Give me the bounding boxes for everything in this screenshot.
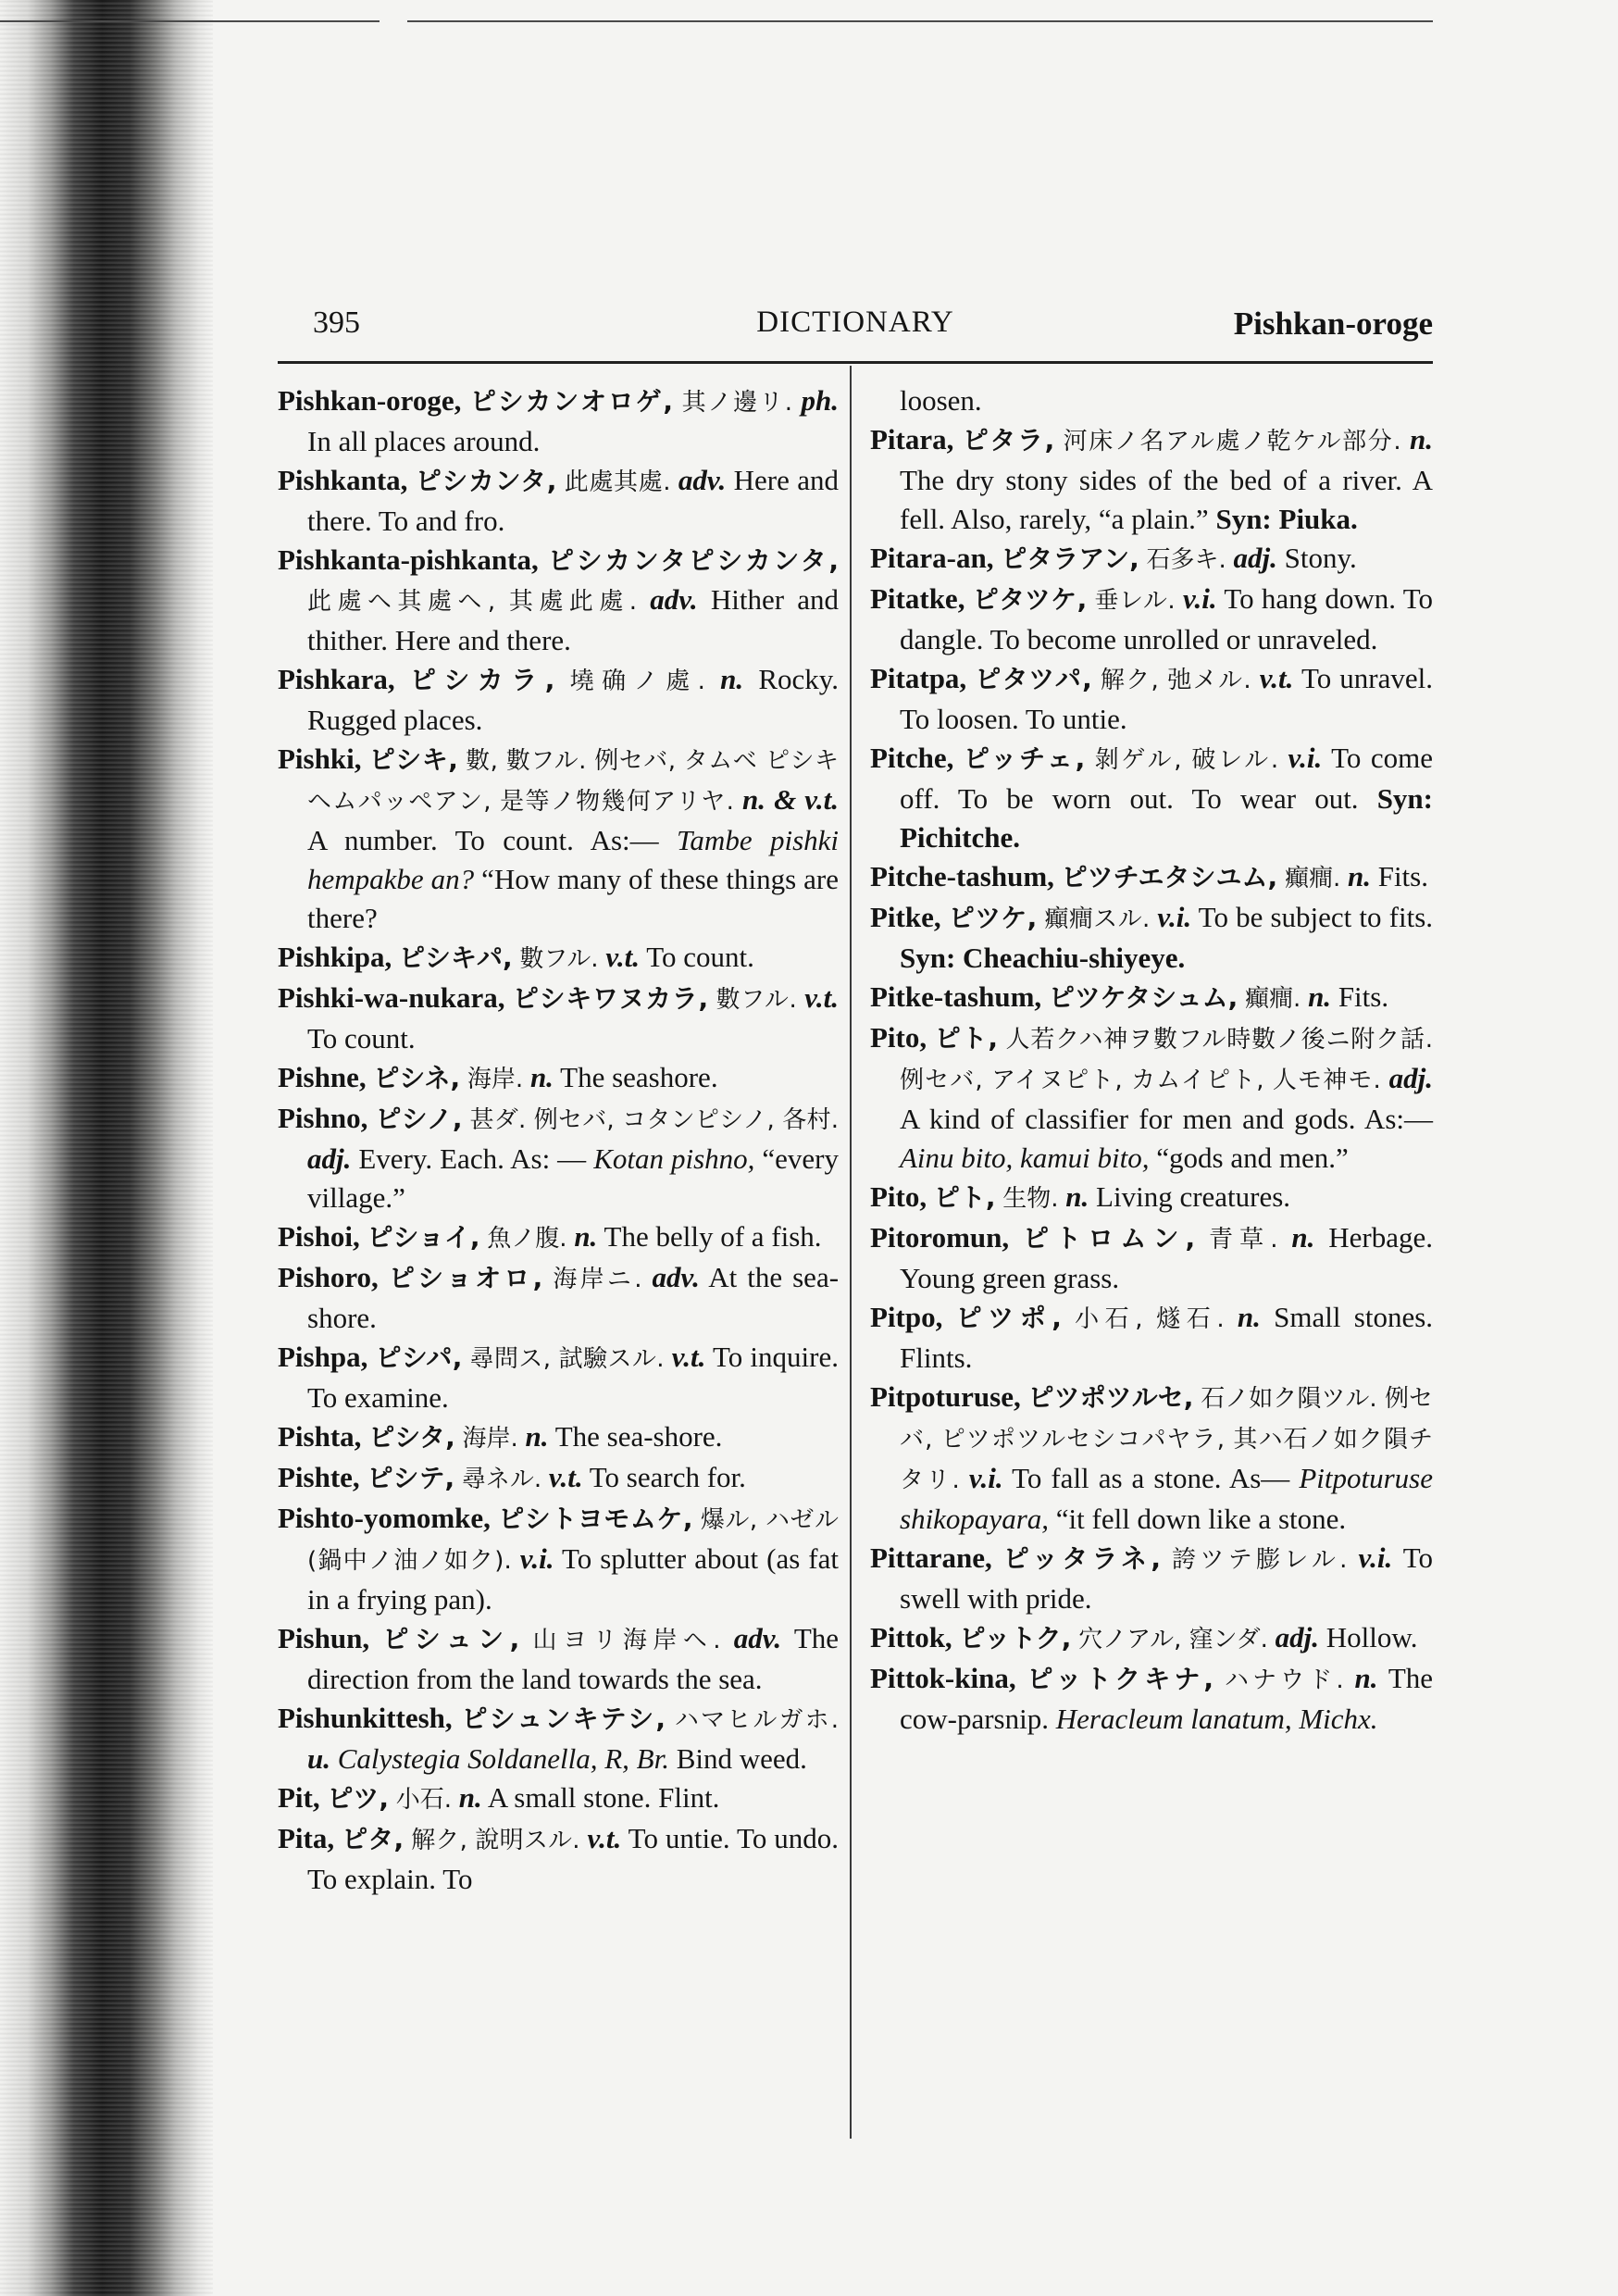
katakana-reading: ピッタラネ,	[1002, 1543, 1161, 1574]
japanese-gloss: 人若クハ神ヲ數フル時數ノ後ニ附ク話. 例セバ, アイヌピト, カムイピト, 人モ神モ.	[900, 1026, 1433, 1094]
headword: Pishkan-oroge,	[278, 384, 462, 417]
english-definition: To untie. To undo. To explain. To	[307, 1822, 840, 1895]
dictionary-entry	[870, 898, 1433, 978]
katakana-reading: ピシキパ,	[398, 942, 513, 973]
headword: Pishte,	[278, 1461, 360, 1493]
english-definition: A kind of classifier for men and gods. As:—	[900, 1103, 1433, 1135]
katakana-reading: ピツケ,	[948, 903, 1038, 933]
example-phrase: Kotan pishno,	[593, 1142, 755, 1175]
scan-edge-line-left	[0, 20, 380, 22]
dictionary-entry	[870, 1618, 1433, 1659]
dictionary-entry	[278, 1058, 839, 1099]
japanese-gloss: 海岸.	[462, 1425, 518, 1453]
dictionary-entry	[870, 1218, 1433, 1298]
japanese-gloss: 癲癎.	[1284, 865, 1341, 892]
definition-continued: Bind weed.	[676, 1742, 807, 1775]
part-of-speech: ph.	[801, 384, 840, 417]
dictionary-entry	[278, 1417, 839, 1458]
headword: Pishoro,	[278, 1261, 379, 1293]
english-definition: To count.	[646, 941, 754, 973]
part-of-speech: n.	[1308, 980, 1332, 1013]
english-definition: To be subject to fits.	[1198, 901, 1434, 933]
english-definition: A small stone. Flint.	[487, 1781, 720, 1814]
japanese-gloss: 小石.	[395, 1786, 453, 1814]
katakana-reading: ピツ,	[327, 1783, 390, 1814]
english-definition: Every. Each. As: —	[358, 1142, 587, 1175]
japanese-gloss: ハマヒルガホ.	[674, 1706, 840, 1734]
english-definition: At the sea-shore.	[307, 1261, 840, 1334]
column-divider	[850, 366, 852, 2139]
english-definition: Living creatures.	[1096, 1180, 1291, 1213]
katakana-reading: ピタラアン,	[1001, 543, 1139, 574]
part-of-speech: v.i.	[519, 1542, 554, 1575]
headword: Pishun,	[278, 1622, 370, 1654]
english-definition: The seashore.	[560, 1061, 718, 1093]
part-of-speech: v.t.	[587, 1822, 622, 1854]
headword: Pishkipa,	[278, 941, 392, 973]
scan-gutter-shadow	[0, 0, 213, 2296]
headword: Pitatke,	[870, 582, 965, 615]
japanese-gloss: 穴ノアル, 窪ンダ.	[1078, 1626, 1268, 1653]
dictionary-entry	[870, 739, 1433, 857]
part-of-speech: n.	[1347, 860, 1371, 892]
english-definition: Hollow.	[1326, 1621, 1418, 1653]
dictionary-entry	[278, 1258, 839, 1338]
headword: Pitara,	[870, 423, 954, 455]
dictionary-entry	[870, 659, 1433, 739]
part-of-speech: v.i.	[1182, 582, 1217, 615]
example-phrase: Calystegia Soldanella, R, Br.	[337, 1742, 669, 1775]
dictionary-entry	[278, 381, 839, 461]
english-definition: Herbage. Young green grass.	[900, 1221, 1433, 1294]
dictionary-entry	[870, 1178, 1433, 1218]
japanese-gloss: 石ノ如ク隕ツル. 例セバ, ピツポツルセシコパヤラ, 其ハ石ノ如ク隕チタリ.	[900, 1385, 1434, 1494]
part-of-speech: n.	[1065, 1180, 1089, 1213]
part-of-speech: v.i.	[1157, 901, 1192, 933]
japanese-gloss: 尋ネル.	[461, 1466, 542, 1493]
japanese-gloss: 魚ノ腹.	[487, 1225, 567, 1253]
dictionary-entry	[278, 979, 839, 1058]
part-of-speech: adj.	[307, 1142, 352, 1175]
headword: Pitatpa,	[870, 662, 967, 694]
dictionary-entry	[278, 660, 839, 740]
katakana-reading: ピシカラ,	[409, 665, 555, 695]
katakana-reading: ピシタ,	[368, 1422, 455, 1453]
english-definition: The cow-parsnip.	[900, 1662, 1434, 1735]
page-header	[278, 306, 1433, 354]
katakana-reading: ピタ,	[342, 1824, 404, 1854]
dictionary-entry	[278, 1338, 839, 1417]
katakana-reading: ピシテ,	[367, 1463, 455, 1493]
japanese-gloss: 此處ヘ其處ヘ, 其處此處.	[307, 588, 637, 616]
japanese-gloss: 誇ツテ膨レル.	[1172, 1546, 1348, 1574]
japanese-gloss: 癲癎.	[1245, 985, 1301, 1013]
japanese-gloss: 數フル.	[716, 986, 797, 1014]
english-definition: The sea-shore.	[554, 1420, 723, 1453]
dictionary-entry	[278, 1499, 839, 1619]
english-definition: To come off. To be worn out. To wear out.	[900, 742, 1433, 815]
headword: Pishkanta,	[278, 464, 408, 496]
dictionary-entry	[870, 1378, 1433, 1539]
japanese-gloss: 垂レル.	[1094, 587, 1176, 615]
japanese-gloss: 海岸.	[467, 1066, 524, 1093]
english-definition: In all places around.	[307, 425, 541, 457]
japanese-gloss: 青草.	[1209, 1226, 1278, 1254]
part-of-speech: adv.	[650, 583, 698, 616]
english-definition: To unravel. To loosen. To untie.	[900, 662, 1433, 735]
dictionary-entry	[870, 857, 1433, 898]
headword: Pitoromun,	[870, 1221, 1010, 1254]
headword: Pishunkittesh,	[278, 1702, 453, 1734]
headword: Pito,	[870, 1180, 927, 1213]
dictionary-entry	[870, 1298, 1433, 1378]
dictionary-entry	[278, 1099, 839, 1217]
katakana-reading: ピツポツルセ,	[1027, 1382, 1194, 1413]
synonym: Syn: Cheachiu-shiyeye.	[900, 942, 1186, 974]
katakana-reading: ピシパ,	[375, 1342, 463, 1373]
katakana-reading: ピシカンタピシカンタ,	[548, 545, 839, 576]
english-definition: The dry stony sides of the bed of a river. A fell. Also, rarely, “a plain.”	[900, 464, 1433, 535]
japanese-gloss: 石多キ.	[1146, 546, 1226, 574]
dictionary-entry	[278, 461, 839, 541]
english-definition: To count.	[307, 1022, 416, 1054]
japanese-gloss: 河床ノ名アル處ノ乾ケル部分.	[1063, 428, 1401, 455]
synonym: Syn: Piuka.	[1215, 503, 1358, 535]
dictionary-entry	[278, 1619, 839, 1699]
running-title: DICTIONARY	[756, 306, 954, 339]
english-definition: The direction from the land towards the sea.	[307, 1622, 840, 1695]
katakana-reading: ピトロムン,	[1023, 1223, 1196, 1254]
dictionary-entry	[870, 1539, 1433, 1618]
dictionary-entry	[278, 541, 839, 660]
japanese-gloss: 尋問ス, 試驗スル.	[469, 1345, 665, 1373]
headword: Pitke,	[870, 901, 941, 933]
headword: Pishpa,	[278, 1341, 368, 1373]
dictionary-entry	[870, 420, 1433, 539]
katakana-reading: ピシネ,	[373, 1063, 461, 1093]
japanese-gloss: 其ノ邊リ.	[681, 389, 792, 417]
headword: Pittarane,	[870, 1541, 992, 1574]
dictionary-entry	[870, 978, 1433, 1018]
dictionary-entry	[278, 1819, 839, 1899]
headword: Pishki-wa-nukara,	[278, 981, 505, 1014]
japanese-gloss: 數, 數フル. 例セバ, タムベ ピシキ ヘムパッペアン, 是等ノ物幾何アリヤ.	[307, 747, 840, 816]
english-definition: To search for.	[589, 1461, 746, 1493]
english-definition: To fall as a stone. As—	[1012, 1462, 1290, 1494]
katakana-reading: ピシカンオロゲ,	[469, 386, 674, 417]
headword: Pishto-yomomke,	[278, 1502, 491, 1534]
example-phrase: Pitpoturuse shikopayara,	[900, 1462, 1433, 1535]
part-of-speech: v.i.	[1358, 1541, 1393, 1574]
headword: Pishki,	[278, 742, 362, 775]
header-rule	[278, 361, 1433, 364]
part-of-speech: n.	[458, 1781, 482, 1814]
dictionary-entry	[870, 580, 1433, 659]
katakana-reading: ピタラ,	[962, 425, 1055, 455]
katakana-reading: ピタツケ,	[972, 584, 1088, 615]
headword: Pitche-tashum,	[870, 860, 1054, 892]
dictionary-entry	[278, 1217, 839, 1258]
entry-continuation: loosen.	[900, 384, 982, 417]
part-of-speech: v.i.	[1288, 742, 1323, 774]
part-of-speech: v.t.	[671, 1341, 706, 1373]
english-definition: Rocky. Rugged places.	[307, 663, 840, 736]
part-of-speech: adj.	[1388, 1062, 1433, 1094]
part-of-speech: n.	[720, 663, 744, 695]
dictionary-entry	[278, 938, 839, 979]
dictionary-entry	[870, 1018, 1433, 1178]
katakana-reading: ピシノ,	[375, 1104, 463, 1134]
dictionary-entry	[278, 740, 839, 938]
headword: Pitche,	[870, 742, 954, 774]
english-definition: To hang down. To dangle. To become unrolled or unraveled.	[900, 582, 1434, 655]
japanese-gloss: 山ヨリ海岸ヘ.	[532, 1627, 721, 1654]
headword: Pito,	[870, 1021, 927, 1054]
part-of-speech: adv.	[678, 464, 727, 496]
katakana-reading: ピショイ,	[367, 1222, 480, 1253]
part-of-speech: v.t.	[1259, 662, 1294, 694]
dictionary-entry	[278, 1778, 839, 1819]
japanese-gloss: 解ク, 弛メル.	[1100, 667, 1251, 694]
japanese-gloss: 海岸ニ.	[553, 1266, 642, 1293]
japanese-gloss: 剝ゲル, 破レル.	[1094, 746, 1279, 774]
english-definition: To splutter about (as fat in a frying pan).	[307, 1542, 839, 1616]
scan-edge-line-right	[407, 20, 1433, 22]
katakana-reading: ピシュン,	[382, 1624, 520, 1654]
english-definition: The belly of a fish.	[604, 1220, 822, 1253]
katakana-reading: ピッチェ,	[963, 743, 1086, 774]
definition-continued: “How many of these things are there?	[307, 863, 839, 934]
katakana-reading: ピショオロ,	[388, 1263, 543, 1293]
headword: Pittok-kina,	[870, 1662, 1016, 1694]
headword: Pitke-tashum,	[870, 980, 1042, 1013]
right-column	[870, 381, 1433, 1739]
headword: Pita,	[278, 1822, 335, 1854]
katakana-reading: ピットクキナ,	[1027, 1664, 1214, 1694]
katakana-reading: ピツチエタシユム,	[1061, 862, 1278, 892]
english-definition: To inquire. To examine.	[307, 1341, 839, 1414]
left-column	[278, 381, 839, 1899]
english-definition: Hither and thither. Here and there.	[307, 583, 840, 656]
japanese-gloss: 數フル.	[519, 945, 599, 973]
katakana-reading: ピシキワヌカラ,	[512, 983, 709, 1014]
headword: Pit,	[278, 1781, 320, 1814]
japanese-gloss: 墝确ノ處.	[569, 668, 705, 695]
headword: Pishne,	[278, 1061, 367, 1093]
definition-continued: “every village.”	[307, 1142, 840, 1214]
headword: Pishoi,	[278, 1220, 360, 1253]
english-definition: Fits.	[1338, 980, 1389, 1013]
example-phrase: Tambe pishki hempakbe an?	[307, 824, 840, 895]
english-definition: Here and there. To and fro.	[307, 464, 840, 537]
katakana-reading: ピシカンタ,	[415, 466, 557, 496]
headword: Pitara-an,	[870, 542, 994, 574]
japanese-gloss: 爆ル, ハゼル(鍋中ノ油ノ如ク).	[307, 1506, 840, 1575]
part-of-speech: v.i.	[968, 1462, 1003, 1494]
part-of-speech: adv.	[733, 1622, 782, 1654]
headword: Pishno,	[278, 1102, 368, 1134]
katakana-reading: ピシトヨモムケ,	[498, 1504, 693, 1534]
english-definition: A number. To count. As:—	[307, 824, 659, 856]
headword: Pitpoturuse,	[870, 1380, 1021, 1413]
japanese-gloss: 甚ダ. 例セバ, コタンピシノ, 各村.	[469, 1106, 839, 1134]
japanese-gloss: 解ク, 說明スル.	[411, 1827, 580, 1854]
japanese-gloss: 小石, 燧石.	[1075, 1305, 1225, 1333]
part-of-speech: n.	[1291, 1221, 1315, 1254]
dictionary-entry	[278, 1458, 839, 1499]
dictionary-entry	[870, 1659, 1433, 1739]
katakana-reading: ピシキ,	[368, 744, 458, 775]
definition-continued: “it fell down like a stone.	[1055, 1503, 1347, 1535]
headword: Pittok,	[870, 1621, 952, 1653]
part-of-speech: v.t.	[548, 1461, 583, 1493]
part-of-speech: n.	[574, 1220, 598, 1253]
definition-continued: “gods and men.”	[1156, 1142, 1349, 1174]
dictionary-entry	[870, 539, 1433, 580]
katakana-reading: ピシュンキテシ,	[461, 1703, 666, 1734]
part-of-speech: n.	[1237, 1301, 1261, 1333]
katakana-reading: ピットク,	[959, 1623, 1072, 1653]
katakana-reading: ピト,	[933, 1182, 996, 1213]
part-of-speech: v.t.	[804, 981, 839, 1014]
part-of-speech: n. & v.t.	[742, 783, 839, 816]
part-of-speech: v.t.	[605, 941, 641, 973]
headword: Pishkara,	[278, 663, 395, 695]
english-definition: Small stones. Flints.	[900, 1301, 1434, 1374]
part-of-speech: n.	[525, 1420, 549, 1453]
headword: Pishkanta-pishkanta,	[278, 543, 539, 576]
katakana-reading: ピツケタシュム,	[1048, 982, 1238, 1013]
headword: Pishta,	[278, 1420, 362, 1453]
japanese-gloss: 生物.	[1002, 1185, 1059, 1213]
part-of-speech: adj.	[1275, 1621, 1319, 1653]
katakana-reading: ピタツパ,	[975, 664, 1092, 694]
page-number: 395	[313, 306, 360, 340]
example-phrase: Ainu bito, kamui bito,	[900, 1142, 1150, 1174]
synonym: Syn: Pichitche.	[900, 782, 1433, 854]
part-of-speech: n.	[529, 1061, 554, 1093]
part-of-speech: u.	[307, 1742, 330, 1775]
example-phrase: Heracleum lanatum, Michx.	[1055, 1703, 1378, 1735]
guide-word: Pishkan-oroge	[1233, 306, 1433, 342]
english-definition: Fits.	[1377, 860, 1428, 892]
part-of-speech: n.	[1354, 1662, 1378, 1694]
english-definition: Stony.	[1284, 542, 1357, 574]
katakana-reading: ピツポ,	[955, 1303, 1062, 1333]
katakana-reading: ピト,	[934, 1023, 998, 1054]
headword: Pitpo,	[870, 1301, 943, 1333]
japanese-gloss: ハナウド.	[1224, 1666, 1344, 1694]
part-of-speech: n.	[1410, 423, 1434, 455]
english-definition: To swell with pride.	[900, 1541, 1434, 1615]
part-of-speech: adv.	[652, 1261, 700, 1293]
japanese-gloss: 癲癎スル.	[1044, 905, 1151, 933]
dictionary-entry	[278, 1699, 839, 1778]
japanese-gloss: 此處其處.	[564, 468, 671, 496]
dictionary-entry	[870, 381, 1433, 420]
part-of-speech: adj.	[1233, 542, 1277, 574]
